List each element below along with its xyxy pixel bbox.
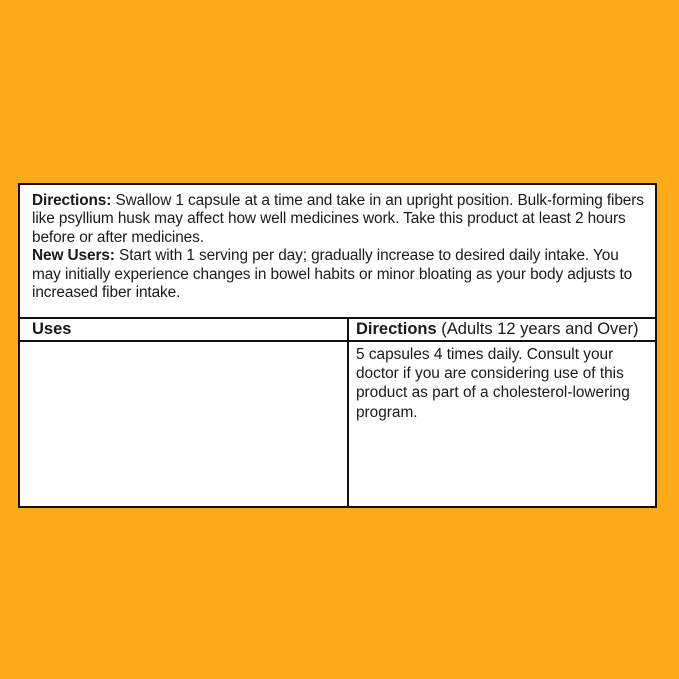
new-users-text: Start with 1 serving per day; gradually increase to desired daily intake. You may initially experience changes in bowel habits or minor bloating as your body adjusts to increased fiber intake. (32, 247, 633, 302)
directions-header-subtitle: (Adults 12 years and Over) (441, 320, 639, 338)
supplement-label-panel (18, 183, 657, 508)
directions-column-header (356, 319, 651, 340)
new-users-paragraph (32, 247, 649, 302)
directions-label: Directions: (32, 192, 112, 209)
intro-section (32, 192, 649, 302)
uses-column-header: Uses (32, 320, 72, 338)
directions-text: Swallow 1 capsule at a time and take in an upright position. Bulk-forming fibers like psyllium husk may affect how well medicines work. Take this product at least 2 hours before or after medicines. (32, 192, 644, 246)
directions-header-label: Directions (356, 320, 437, 338)
new-users-label: New Users: (32, 247, 115, 265)
directions-cell: 5 capsules 4 times daily. Consult your doctor if you are considering use of this product as part of a cholesterol-lowering program. (356, 346, 630, 421)
table-column-divider (347, 317, 349, 506)
table-header-rule (20, 340, 655, 342)
directions-paragraph (32, 192, 649, 247)
